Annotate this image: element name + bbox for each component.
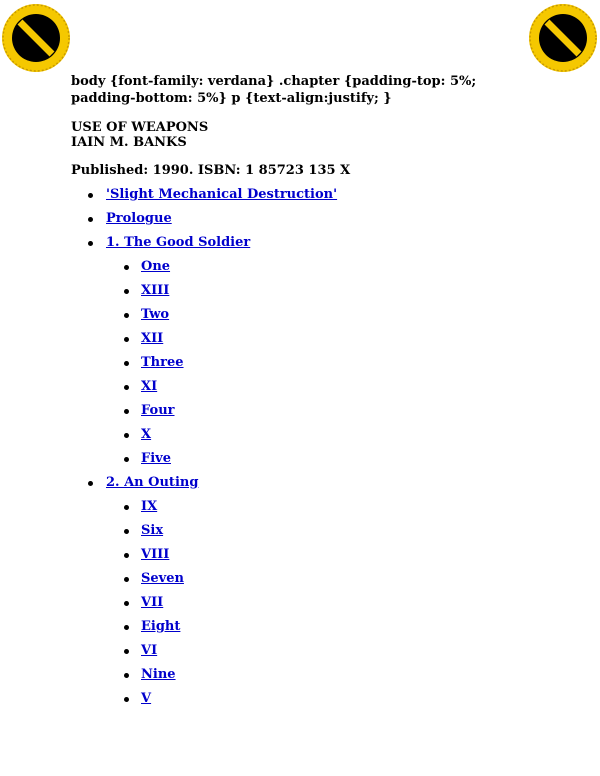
toc-link[interactable]: IX xyxy=(141,499,158,514)
bullet xyxy=(88,481,93,486)
toc-link[interactable]: XI xyxy=(141,379,158,394)
bullet xyxy=(124,289,129,294)
publication-info: Published: 1990. ISBN: 1 85723 135 X xyxy=(71,163,351,178)
toc-link[interactable]: One xyxy=(141,259,171,274)
bullet xyxy=(124,601,129,606)
document-body xyxy=(71,73,531,706)
toc-subitem xyxy=(71,451,531,466)
css-text: body {font-family: verdana} .chapter {padding-top: 5%; padding-bottom: 5%} p {text-align:justify; } xyxy=(71,74,477,106)
toc-subitem xyxy=(71,355,531,370)
bullet xyxy=(124,553,129,558)
toc-subitem xyxy=(71,667,531,682)
bullet xyxy=(124,625,129,630)
toc-link[interactable]: Eight xyxy=(141,619,181,634)
toc-subitem xyxy=(71,547,531,562)
toc-subitem xyxy=(71,427,531,442)
toc-subitem xyxy=(71,379,531,394)
toc-link-slight-mechanical-destruction[interactable]: 'Slight Mechanical Destruction' xyxy=(106,187,338,202)
toc-link[interactable]: Four xyxy=(141,403,175,418)
toc-link[interactable]: XII xyxy=(141,331,164,346)
bullet xyxy=(124,313,129,318)
book-title: USE OF WEAPONS xyxy=(71,120,209,135)
toc-link[interactable]: Nine xyxy=(141,667,176,682)
toc-link[interactable]: Two xyxy=(141,307,170,322)
toc-subitem xyxy=(71,595,531,610)
toc-subitem xyxy=(71,259,531,274)
book-author: IAIN M. BANKS xyxy=(71,135,187,150)
toc-link-the-good-soldier[interactable]: 1. The Good Soldier xyxy=(106,235,251,250)
toc-item xyxy=(71,187,531,202)
abbyy-badge-left[interactable] xyxy=(0,2,72,74)
bullet xyxy=(124,673,129,678)
abbyy-badge-right[interactable] xyxy=(527,2,599,74)
toc-link[interactable]: Five xyxy=(141,451,171,466)
bullet xyxy=(124,433,129,438)
bullet xyxy=(124,385,129,390)
table-of-contents xyxy=(71,187,531,706)
toc-subitem xyxy=(71,307,531,322)
toc-item xyxy=(71,235,531,250)
toc-item xyxy=(71,475,531,490)
toc-link[interactable]: Three xyxy=(141,355,184,370)
bullet xyxy=(88,217,93,222)
toc-subitem xyxy=(71,331,531,346)
bullet xyxy=(124,457,129,462)
bullet xyxy=(124,361,129,366)
toc-item xyxy=(71,211,531,226)
toc-subitem xyxy=(71,523,531,538)
toc-link[interactable]: V xyxy=(141,691,152,706)
toc-link[interactable]: VII xyxy=(141,595,164,610)
bullet xyxy=(124,265,129,270)
toc-subitem xyxy=(71,499,531,514)
toc-subitem xyxy=(71,643,531,658)
toc-link[interactable]: VI xyxy=(141,643,158,658)
bullet xyxy=(124,649,129,654)
bullet xyxy=(124,505,129,510)
bullet xyxy=(124,697,129,702)
toc-link[interactable]: Six xyxy=(141,523,164,538)
title-block xyxy=(71,120,531,150)
toc-subitem xyxy=(71,691,531,706)
bullet xyxy=(124,529,129,534)
toc-link[interactable]: Seven xyxy=(141,571,184,586)
toc-subitem xyxy=(71,571,531,586)
toc-link[interactable]: XIII xyxy=(141,283,170,298)
bullet xyxy=(88,193,93,198)
bullet xyxy=(124,409,129,414)
toc-subitem xyxy=(71,403,531,418)
bullet xyxy=(88,241,93,246)
toc-link-an-outing[interactable]: 2. An Outing xyxy=(106,475,199,490)
toc-link[interactable]: X xyxy=(141,427,152,442)
bullet xyxy=(124,337,129,342)
toc-link[interactable]: VIII xyxy=(141,547,170,562)
bullet xyxy=(124,577,129,582)
toc-link-prologue[interactable]: Prologue xyxy=(106,211,172,226)
toc-subitem xyxy=(71,283,531,298)
toc-subitem xyxy=(71,619,531,634)
